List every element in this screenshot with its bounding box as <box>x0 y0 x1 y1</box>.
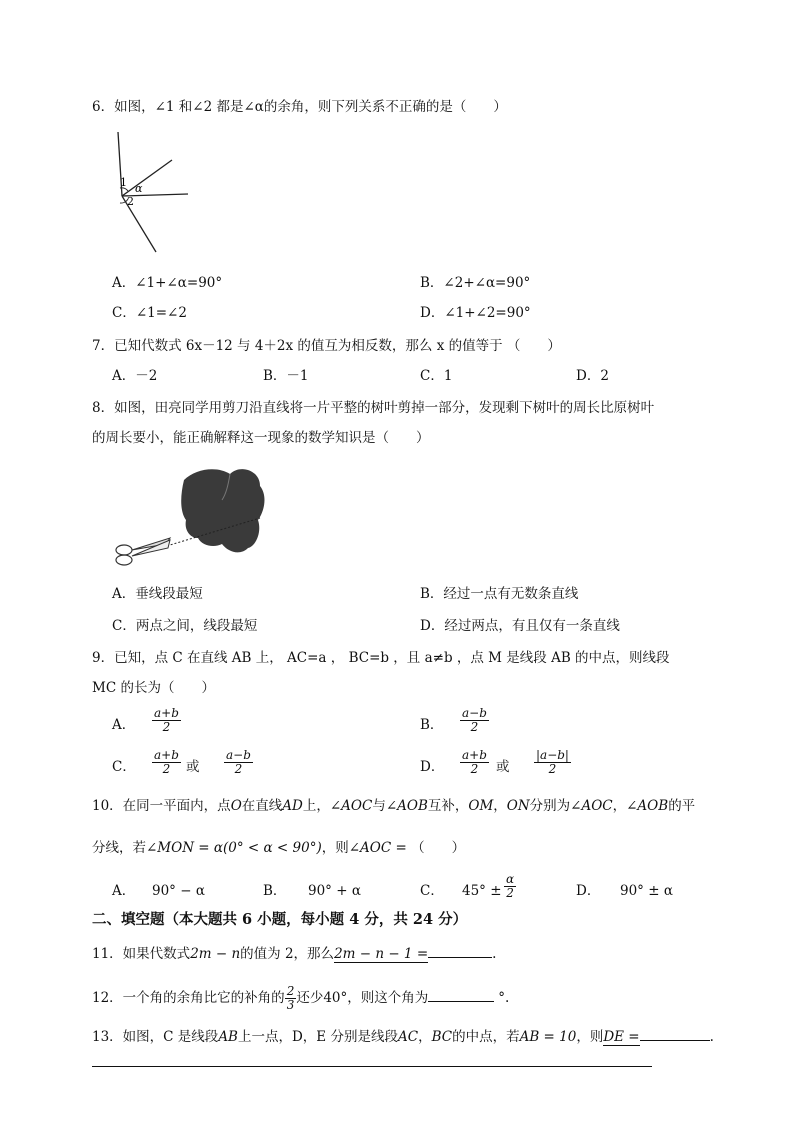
q10-math: ∠AOB <box>626 798 669 814</box>
bottom-rule <box>92 1066 652 1067</box>
q10-math: ∠AOC = <box>348 840 412 856</box>
frac-denominator: 2 <box>548 762 557 776</box>
q12-answer-blank[interactable] <box>428 1001 494 1002</box>
q6-option-b: B．∠2+∠α=90° <box>420 275 531 291</box>
frac-denominator: 2 <box>162 762 171 776</box>
q7-option-d: D．2 <box>576 368 609 384</box>
frac-numerator: a+b <box>462 748 487 762</box>
q10-text: ， <box>493 798 507 814</box>
leaf-scissors-figure <box>110 460 270 575</box>
q9-option-c-or: 或 <box>186 759 200 775</box>
q8-option-b: B．经过一点有无数条直线 <box>420 586 579 602</box>
q9-option-a <box>112 716 135 734</box>
q12-text: 12．一个角的余角比它的补角的 <box>92 990 285 1006</box>
frac-numerator: a+b <box>154 706 179 720</box>
q9-option-c-label: C． <box>112 759 136 775</box>
q9-option-c-frac2 <box>224 749 253 776</box>
q9-stem-line2: MC 的长为（ ） <box>92 680 215 696</box>
q10-option-b-value: 90° + α <box>308 883 361 899</box>
q10-text: ， <box>612 798 627 814</box>
frac-denominator: 3 <box>286 998 295 1012</box>
q10-text: 10．在同一平面内，点 <box>92 798 231 814</box>
q11-answer-blank[interactable] <box>428 957 492 958</box>
q10-text: 上， <box>302 798 330 814</box>
q11-math: 2m − n − 1 = <box>334 946 429 962</box>
q10-option-d-label: D． <box>576 883 601 899</box>
q10-option-d-value: 90° ± α <box>620 883 673 899</box>
q10-option-c-value: 45° ± <box>462 883 502 899</box>
q10-math: AD <box>282 798 303 814</box>
q10-option-b <box>263 882 286 900</box>
q13-text: . <box>709 1029 714 1045</box>
frac-numerator: 2 <box>286 984 295 998</box>
q10-text: 互补， <box>427 798 469 814</box>
q9-option-a-frac <box>152 707 181 734</box>
q10-option-a <box>112 882 135 900</box>
q8-option-c: C．两点之间，线段最短 <box>112 618 258 634</box>
fig-label-1: 1 <box>120 176 127 189</box>
q6-angle-figure <box>108 128 198 258</box>
q13-math: AC <box>397 1029 419 1045</box>
q9-option-d-or: 或 <box>496 759 510 775</box>
q6-stem: 6．如图，∠1 和∠2 都是∠α的余角，则下列关系不正确的是（ ） <box>92 99 507 115</box>
q10-math: ON <box>506 798 530 814</box>
q11-text: . <box>492 946 497 962</box>
q13-math: AB <box>218 1029 238 1045</box>
fig-label-alpha: α <box>135 182 143 195</box>
q13-text: ， <box>418 1029 432 1045</box>
q10-text: ，则 <box>321 840 349 856</box>
q10-math: ∠AOB <box>385 798 428 814</box>
q10-option-a-value: 90° − α <box>152 883 205 899</box>
q8-stem-line2: 的周长要小，能正确解释这一现象的数学知识是（ ） <box>92 430 430 446</box>
q9-option-c <box>112 758 136 776</box>
q13-text: 上一点，D，E 分别是线段 <box>237 1029 398 1045</box>
frac-denominator: 2 <box>506 886 514 900</box>
q10-text: 分别为 <box>529 798 571 814</box>
frac-denominator: 2 <box>470 762 479 776</box>
q7-option-a: A．－2 <box>112 368 158 384</box>
q10-math: ∠AOC <box>329 798 373 814</box>
q10-text: 与 <box>372 798 386 814</box>
q9-option-d <box>420 758 444 776</box>
fig-label-2: 2 <box>127 195 134 208</box>
q8-option-a: A．垂线段最短 <box>112 586 203 602</box>
section-heading: 二、填空题（本大题共 6 小题，每小题 4 分，共 24 分） <box>92 911 468 928</box>
q12-text: 还少40°，则这个角为 <box>296 990 429 1006</box>
frac-denominator: 2 <box>162 720 171 734</box>
q10-option-b-label: B． <box>263 883 287 899</box>
frac-numerator: |a−b| <box>536 748 569 762</box>
q6-option-a: A．∠1+∠α=90° <box>112 275 223 291</box>
frac-numerator: a−b <box>226 748 251 762</box>
q9-option-b-label: B． <box>420 717 444 733</box>
q10-text: 在直线 <box>241 798 283 814</box>
q9-option-c-frac1 <box>152 749 181 776</box>
q13-text: 13．如图，C 是线段 <box>92 1029 219 1045</box>
q10-text: （ ） <box>411 840 466 856</box>
q7-stem: 7．已知代数式 6x－12 与 4＋2x 的值互为相反数，那么 x 的值等于 （ ） <box>92 338 561 354</box>
frac-numerator: a+b <box>154 748 179 762</box>
q11-text: 11．如果代数式 <box>92 946 191 962</box>
q13-math: DE = <box>603 1029 640 1045</box>
q9-option-a-label: A． <box>112 717 136 733</box>
frac-numerator: a−b <box>462 706 487 720</box>
q13-math: BC <box>431 1029 453 1045</box>
frac-denominator: 2 <box>234 762 243 776</box>
q11-text: 的值为 2，那么 <box>240 946 335 962</box>
q13-text: 的中点，若 <box>452 1029 520 1045</box>
q6-option-d: D．∠1+∠2=90° <box>420 305 531 321</box>
q13-answer-blank[interactable] <box>640 1040 710 1041</box>
frac-denominator: 2 <box>470 720 479 734</box>
q7-option-c: C．1 <box>420 368 453 384</box>
q10-math: ∠AOC <box>570 798 613 814</box>
q12-stem <box>92 985 509 1012</box>
q10-option-a-label: A． <box>112 883 136 899</box>
q7-option-b: B．－1 <box>263 368 309 384</box>
q10-option-c-label: C． <box>420 883 444 899</box>
q6-option-c: C．∠1=∠2 <box>112 305 187 321</box>
q9-option-d-frac1 <box>460 749 489 776</box>
q10-math: O <box>230 798 242 814</box>
q11-stem <box>92 945 496 963</box>
q10-option-c <box>420 882 444 900</box>
q10-text: 的平 <box>668 798 696 814</box>
q10-stem-line1 <box>92 797 695 815</box>
q9-option-d-label: D． <box>420 759 445 775</box>
q9-stem-line1: 9．已知，点 C 在直线 AB 上， AC=a ， BC=b ，且 a≠b ，点 M 是线段 AB 的中点，则线段 <box>92 650 670 666</box>
q13-stem <box>92 1028 714 1046</box>
q13-text: ，则 <box>576 1029 604 1045</box>
q8-stem-line1: 8．如图，田亮同学用剪刀沿直线将一片平整的树叶剪掉一部分，发现剩下树叶的周长比原树叶 <box>92 400 655 416</box>
frac-numerator: α <box>506 872 515 886</box>
q8-option-d: D．经过两点，有且仅有一条直线 <box>420 618 620 634</box>
q10-math: ∠MON = α(0° < α < 90°) <box>146 840 322 856</box>
q13-math: AB = 10 <box>519 1029 577 1045</box>
q10-option-c-frac <box>504 873 516 900</box>
q10-stem-line2 <box>92 839 465 857</box>
q10-option-d <box>576 882 600 900</box>
q12-text: °. <box>498 990 510 1006</box>
q9-option-d-frac2 <box>534 749 571 776</box>
q10-text: 分线，若 <box>92 840 146 856</box>
q9-option-b <box>420 716 443 734</box>
q9-option-b-frac <box>460 707 489 734</box>
q10-math: OM <box>468 798 494 814</box>
q11-math: 2m − n <box>190 946 241 962</box>
